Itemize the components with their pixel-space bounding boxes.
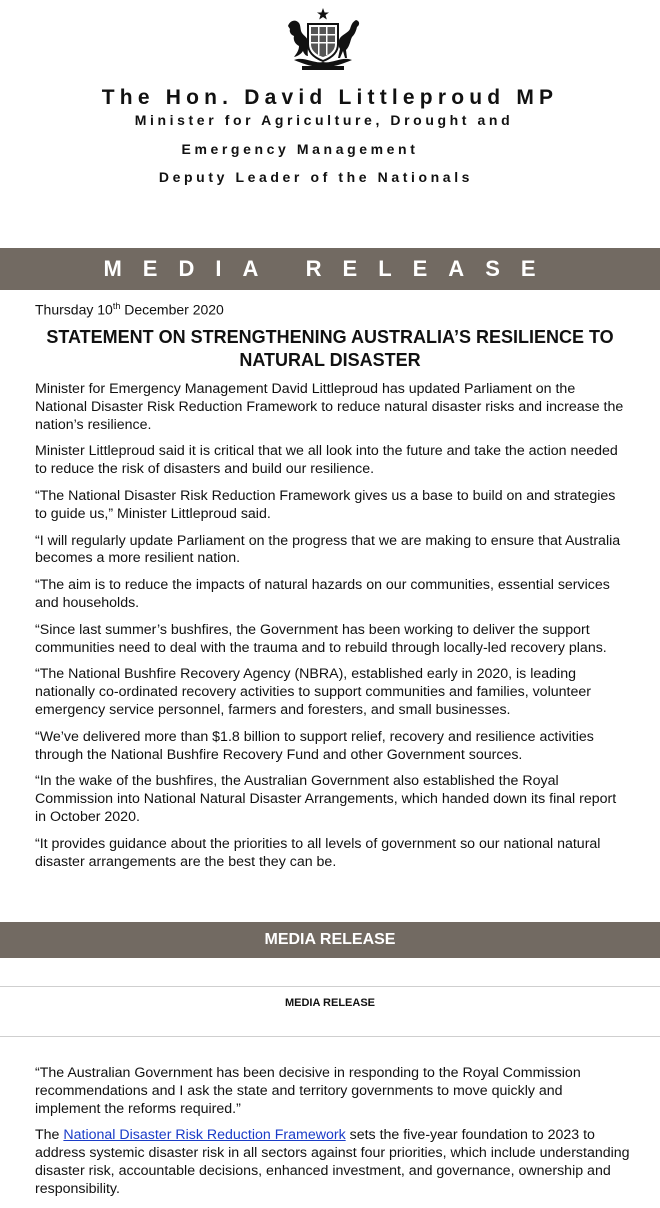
minister-role-line-3: Deputy Leader of the Nationals <box>158 169 474 185</box>
body-paragraph: “The National Bushfire Recovery Agency (NBRA), established early in 2020, is leading nationally co-ordinated recovery activities to support communities and families, volunteer emergency service personnel, farmers and foresters, and small businesses. <box>35 666 591 718</box>
body-paragraph: “Since last summer’s bushfires, the Government has been working to deliver the support communities need to deal with the trauma and to rebuild through locally-led recovery plans. <box>35 621 607 656</box>
body-paragraph-with-link: The National Disaster Risk Reduction Framework sets the five-year foundation to 2023 to address systemic disaster risk in all sectors against four priorities, which include understanding disaster risk, accountable decisions, enhanced investment, and governance, ownership and responsibility. <box>35 1127 630 1197</box>
body-paragraph: “The aim is to reduce the impacts of natural hazards on our communities, essential services and households. <box>35 577 610 611</box>
footer-media-release-banner: MEDIA RELEASE <box>0 922 660 958</box>
page2-body <box>35 1065 630 1208</box>
minister-name: The Hon. David Littleproud MP <box>101 86 559 109</box>
framework-link[interactable]: National Disaster Risk Reduction Framework <box>63 1127 346 1144</box>
page-divider-top <box>0 986 660 987</box>
body-paragraph: “We’ve delivered more than $1.8 billion to support relief, recovery and resilience activities through the National Bushfire Recovery Fund and other Government sources. <box>35 728 594 763</box>
body-paragraph: “It provides guidance about the priorities to all levels of government so our national natural disaster arrangements are the best they can be. <box>35 835 601 870</box>
release-title: STATEMENT ON STRENGTHENING AUSTRALIA’S RESILIENCE TO NATURAL DISASTER <box>46 327 614 370</box>
minister-role-line-2: Emergency Management <box>181 141 419 157</box>
minister-role-line-1: Minister for Agriculture, Drought and <box>134 112 514 128</box>
page2-header-label: MEDIA RELEASE <box>284 997 376 1009</box>
body-paragraph: “In the wake of the bushfires, the Australian Government also established the Royal Commission into National Natural Disaster Arrangements, which handed down its final report in October 2020. <box>35 773 617 825</box>
coat-of-arms-icon <box>280 6 366 72</box>
page-divider-bottom <box>0 1036 660 1037</box>
media-release-banner: MEDIA RELEASE <box>0 248 660 290</box>
body-paragraph: “The National Disaster Risk Reduction Framework gives us a base to build on and strategies to guide us,” Minister Littleproud said. <box>35 487 616 522</box>
release-date: Thursday 10th December 2020 <box>35 301 224 318</box>
body-paragraph: “The Australian Government has been decisive in responding to the Royal Commission recommendations and I ask the state and territory governments to move quickly and implement the reforms required.” <box>35 1065 581 1117</box>
release-body <box>35 381 630 880</box>
body-paragraph: Minister Littleproud said it is critical that we all look into the future and take the action needed to reduce the risk of disasters and build our resilience. <box>35 443 618 478</box>
body-paragraph: Minister for Emergency Management David Littleproud has updated Parliament on the National Disaster Risk Reduction Framework to reduce natural disaster risks and increase the nation’s resilience. <box>35 381 624 433</box>
body-paragraph: “I will regularly update Parliament on the progress that we are making to ensure that Australia becomes a more resilient nation. <box>35 532 621 567</box>
